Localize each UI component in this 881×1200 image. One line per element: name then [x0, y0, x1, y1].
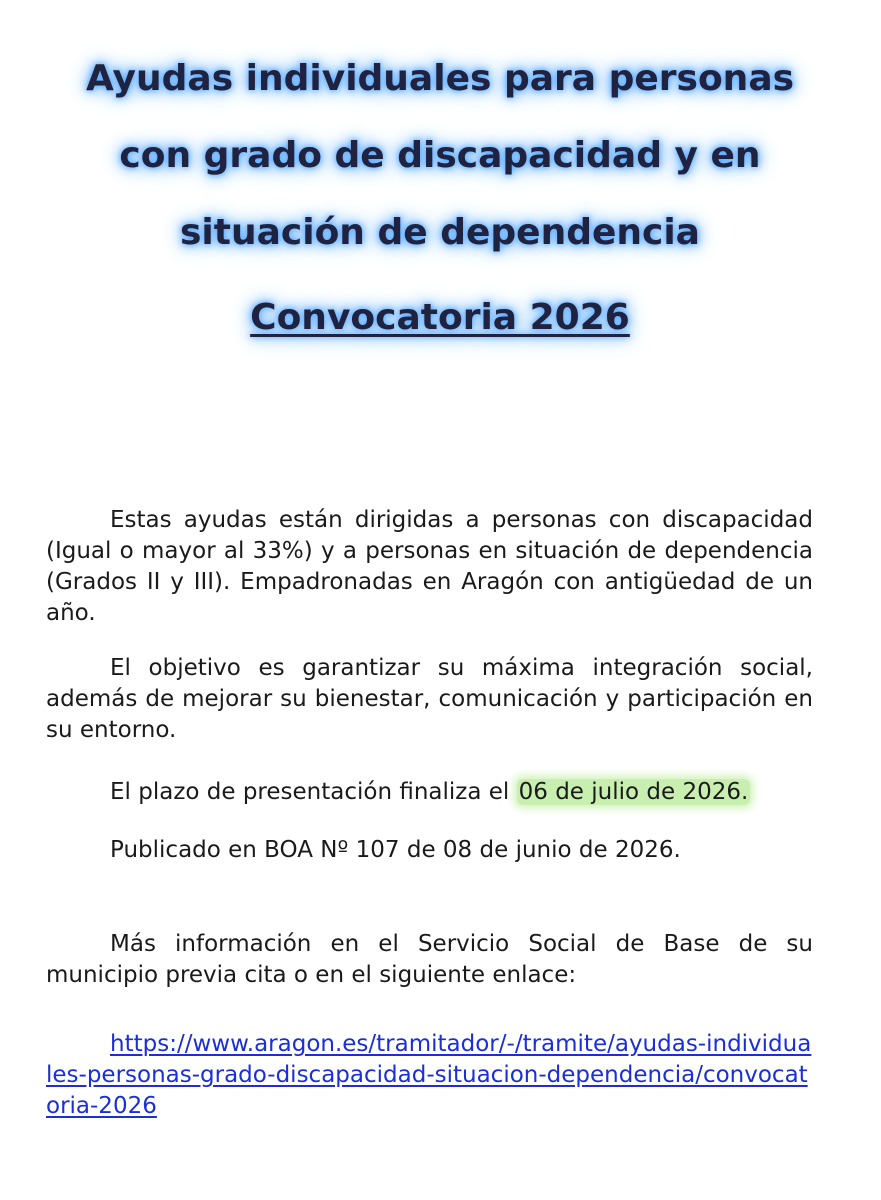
title-block: [40, 40, 840, 271]
deadline-prefix: El plazo de presentación finaliza el: [110, 779, 517, 805]
title-line-2: con grado de discapacidad y en: [119, 135, 761, 176]
deadline-date-highlight: 06 de julio de 2026.: [518, 779, 749, 805]
paragraph-eligibility: Estas ayudas están dirigidas a personas con discapacidad (Igual o mayor al 33%) y a personas en situación de dependencia (Grados II y III). Empadronadas en Aragón con antigüedad de un año.: [46, 507, 813, 626]
title-line-3: situación de dependencia: [180, 212, 700, 253]
paragraph-more-info: Más información en el Servicio Social de Base de su municipio previa cita o en el siguiente enlace:: [46, 931, 813, 988]
title-line-1: Ayudas individuales para personas: [85, 58, 795, 99]
paragraph-publication: Publicado en BOA Nº 107 de 08 de junio de 2026.: [110, 837, 681, 863]
subtitle: Convocatoria 2026: [250, 297, 630, 338]
body-text: [46, 505, 813, 1122]
paragraph-link: [46, 1029, 813, 1122]
paragraph-deadline: [46, 777, 813, 808]
paragraph-objective: El objetivo es garantizar su máxima integración social, además de mejorar su bienestar, comunicación y participación en su entorno.: [46, 655, 813, 743]
info-link[interactable]: https://www.aragon.es/tramitador/-/tramite/ayudas-individuales-personas-grado-discapacidad-situacion-dependencia/convocatoria-2026: [46, 1031, 812, 1119]
